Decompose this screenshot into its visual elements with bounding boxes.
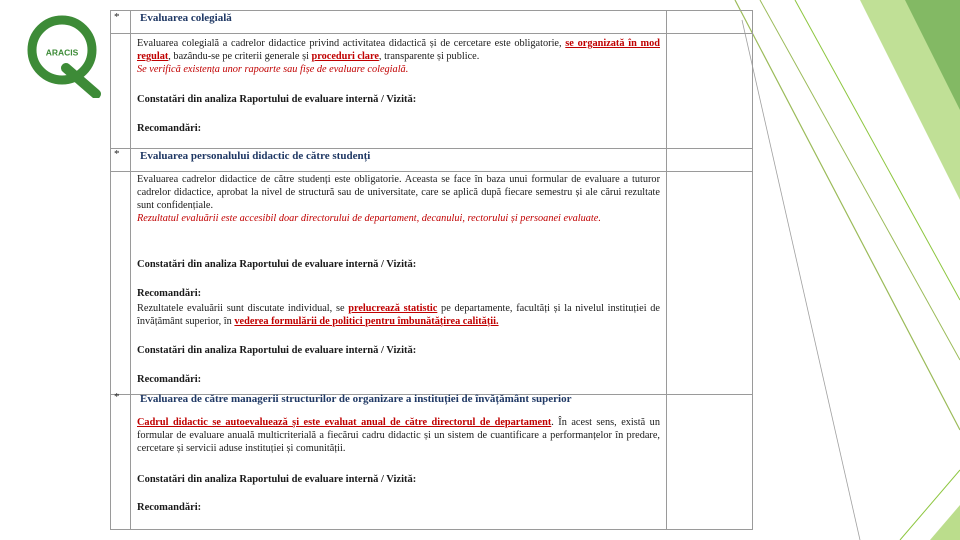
recommendation-paragraph: Rezultatele evaluării sunt discutate individual, se prelucrează statistic pe departamente, facultăți și la nivelul instituției de învățământ superior, în vederea formulării de politici pentru îmbunătățirea calității.	[137, 303, 660, 328]
row-divider	[111, 33, 752, 34]
recommendations-label: Recomandări:	[137, 374, 202, 385]
section-title: Evaluarea de către managerii structurilor de organizare a instituției de învățământ superior	[140, 393, 572, 405]
section-paragraph: Evaluarea cadrelor didactice de către studenți este obligatorie. Aceasta se face în baza unui formular de evaluare a tuturor cadrelor didactice, aprobat la nivel de structură sau de universitate, care se aplică după fiecare semestru și ale cărui rezultate sunt confidențiale. Rezultatul evaluării este accesibil doar directorului de departament, decanului, rectorului și persoanei evaluate.	[137, 174, 660, 225]
highlight-text: prelucrează statistic	[348, 303, 438, 314]
emphasis-text: Rezultatul evaluării este accesibil doar directorului de departament, decanului, rectorului și persoanei evaluate.	[137, 213, 601, 225]
recommendations-label: Recomandări:	[137, 123, 202, 134]
aracis-logo	[26, 10, 102, 98]
findings-label: Constatări din analiza Raportului de evaluare internă / Vizită:	[137, 94, 417, 105]
recommendations-label: Recomandări:	[137, 502, 202, 513]
highlight-text: proceduri clare	[311, 51, 379, 63]
section-title: Evaluarea personalului didactic de către studenți	[140, 150, 371, 162]
bullet-marker: *	[114, 148, 120, 160]
bullet-marker: *	[114, 11, 120, 23]
section-paragraph: Cadrul didactic se autoevaluează și este evaluat anual de către directorul de departament. În acest sens, există un formular de evaluare anuală multicriterială a fiecărui cadru didactic și un sistem de cuantificare a performanțelor în predare, cercetare și servicii aduse instituției și comunității.	[137, 417, 660, 455]
logo-text: ARACIS	[45, 47, 79, 58]
highlight-text: Cadrul didactic se autoevaluează și este evaluat anual de către directorul de departament	[137, 417, 552, 428]
section-title: Evaluarea colegială	[140, 12, 232, 24]
row-divider	[111, 171, 752, 172]
recommendations-label: Recomandări:	[137, 288, 202, 299]
column-divider	[666, 11, 667, 529]
section-paragraph: Evaluarea colegială a cadrelor didactice privind activitatea didactică și de cercetare este obligatorie, se organizată în mod regulat, bazându-se pe criterii generale și proceduri clare, transparente și publice. Se verifică existența unor rapoarte sau fișe de evaluare colegială.	[137, 38, 660, 76]
bullet-marker: *	[114, 391, 120, 403]
findings-label: Constatări din analiza Raportului de evaluare internă / Vizită:	[137, 345, 417, 356]
findings-label: Constatări din analiza Raportului de evaluare internă / Vizită:	[137, 259, 417, 270]
findings-label: Constatări din analiza Raportului de evaluare internă / Vizită:	[137, 474, 417, 485]
highlight-text: vederea formulării de politici pentru îmbunătățirea calității.	[234, 316, 499, 328]
row-divider	[111, 148, 752, 149]
emphasis-text: Se verifică existența unor rapoarte sau fișe de evaluare colegială.	[137, 64, 409, 76]
column-divider	[130, 11, 131, 529]
highlight-text: se organizată în mod regulat	[137, 38, 660, 63]
